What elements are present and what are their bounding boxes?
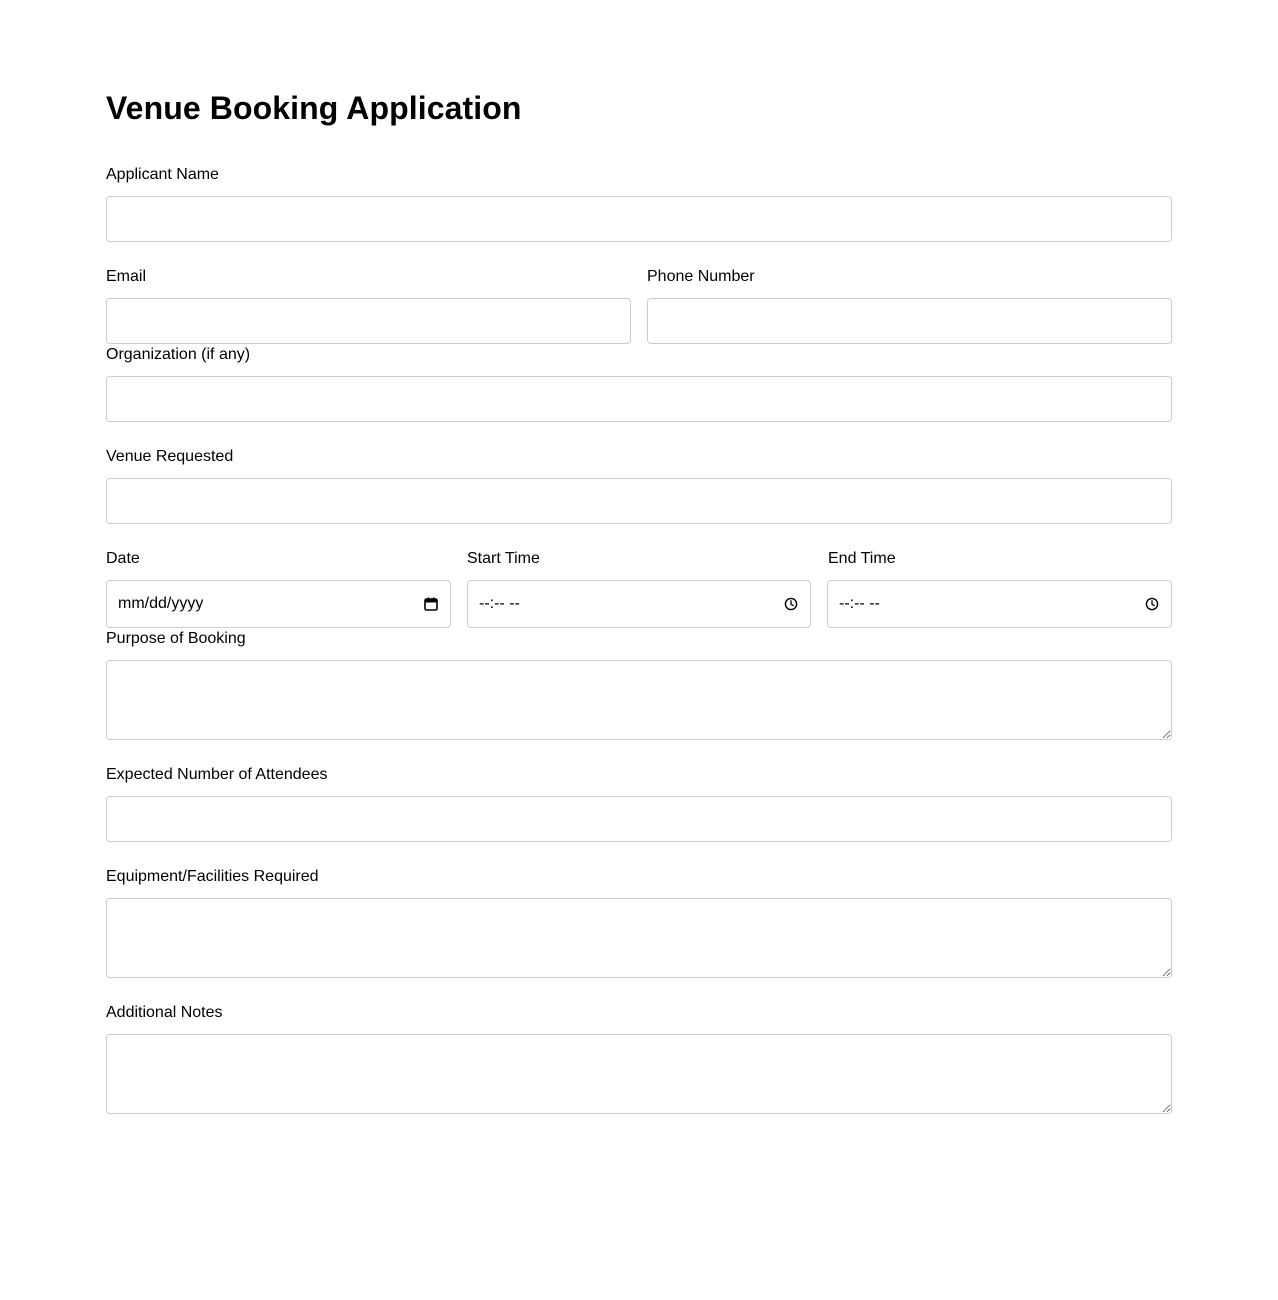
venue-requested-input[interactable] [106,478,1172,524]
date-placeholder: mm/dd/yyyy [118,595,204,612]
organization-label: Organization (if any) [106,346,251,363]
applicant-name-label: Applicant Name [106,166,219,183]
phone-number-label: Phone Number [647,268,755,285]
attendees-input[interactable] [106,796,1172,842]
additional-notes-label: Additional Notes [106,1004,223,1021]
start-time-label: Start Time [467,550,540,567]
venue-requested-label: Venue Requested [106,448,234,465]
date-input[interactable] [106,580,451,628]
end-time-label: End Time [828,550,896,567]
equipment-label: Equipment/Facilities Required [106,868,319,885]
attendees-label: Expected Number of Attendees [106,766,328,783]
calendar-icon[interactable] [424,597,438,611]
start-time-placeholder: --:-- -- [479,595,520,612]
phone-number-input[interactable] [647,298,1172,344]
organization-input[interactable] [106,376,1172,422]
purpose-label: Purpose of Booking [106,630,246,647]
page-title: Venue Booking Application [106,90,522,126]
start-time-input[interactable] [467,580,811,628]
purpose-textarea[interactable] [106,660,1172,740]
email-input[interactable] [106,298,631,344]
clock-icon[interactable] [784,597,798,611]
date-label: Date [106,550,140,567]
equipment-textarea[interactable] [106,898,1172,978]
end-time-placeholder: --:-- -- [839,595,880,612]
end-time-input[interactable] [827,580,1172,628]
additional-notes-textarea[interactable] [106,1034,1172,1114]
applicant-name-input[interactable] [106,196,1172,242]
clock-icon[interactable] [1145,597,1159,611]
email-label: Email [106,268,147,285]
